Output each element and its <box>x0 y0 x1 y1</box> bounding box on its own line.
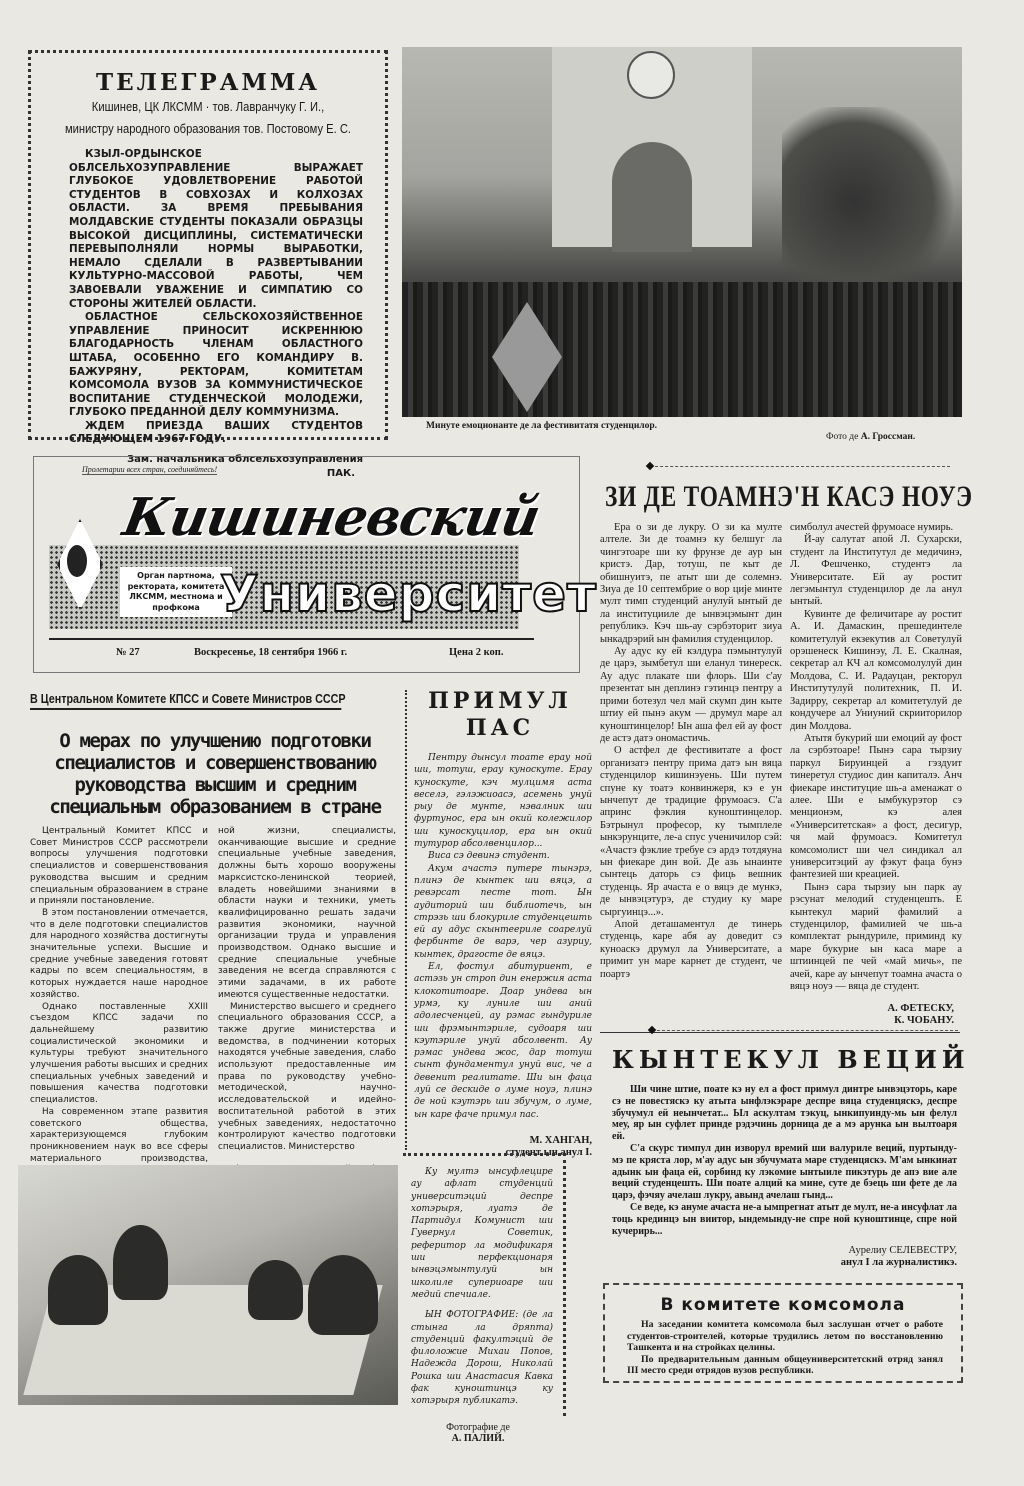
section-divider <box>650 466 950 467</box>
issue-number: № 27 <box>116 647 140 658</box>
author-role: студент ын анул I. <box>505 1146 592 1158</box>
photo-credit-prefix: Фото де <box>826 432 859 442</box>
songs-article-author <box>612 1245 957 1269</box>
issue-price: Цена 2 коп. <box>449 647 504 658</box>
article-paragraph: Й-ау салутат апой Л. Сухарски, студент ла Институтул де медичинэ, Л. Фешченко, студентэ ла Университате. Ей ау ростит легэмынтул студенцилор де ла анул ынтый. <box>790 534 962 608</box>
article-paragraph: О астфел де фестивитате а фост организатэ пентру прима датэ ын вяца студенцилор кишинэуень. Ши путем спуне ку тоатэ конвинжеря, кэ е ун ынчепут де традицие фрумоасэ. С'а апринс фэклия куноштинцелор. Бэтрынул професор, ку тымплеле ынкэрунците, ле-а спус ученичилор сэй: «Ачастэ фэклие требуе сэ ардэ тотдяуна ын фиекаре дин вой. Де азь ынаинте сынтець даторь сэ фиць вешник студенць. Яр ачаста е о вяцэ де мункэ, де ынвэцэтурэ, де студиу ку маре сыргуинцэ...». <box>600 745 782 918</box>
festival-photo-caption: Минуте емоционанте де ла фестивитатя студенцилор. <box>426 421 658 431</box>
telegram-title: ТЕЛЕГРАММА <box>95 69 321 96</box>
photo-student <box>113 1225 168 1300</box>
festival-article-authors <box>790 1003 954 1027</box>
komsomol-paragraph: По предварительным данным общеуниверситетский отряд занял III место среди отрядов вузов республики. <box>627 1353 943 1377</box>
article-paragraph: Центральный Комитет КПСС и Совет Министров СССР рассмотрели вопросы улучшения подготовки специалистов и совершенствования руководства высшим и средним специальным образованием в стране и приняли постановление. <box>30 826 208 907</box>
students-reading-photo <box>18 1165 398 1405</box>
author-name: М. ХАНГАН, <box>529 1134 592 1146</box>
issue-date: Воскресенье, 18 сентября 1966 г. <box>194 647 348 658</box>
article-paragraph: Атытя букурий ши емоций ау фост ла сэрбэтоаре! Пынэ сара тырзиу паркул Бируинцей а гэздуит тинеретул студиос дин капиталэ. Анч фиекаре институцие шь-а аменажат о алее. Ши е ымбукурэтор сэ менционэм, кэ алея «Университетская» а фост, десигур, чя май фрумоасэ. Комитетул комсомолист ши чел синдикал ал университэций ау фэкут фаца бунэ фантезией ши креацией. <box>790 732 962 881</box>
author-name: К. ЧОБАНУ. <box>894 1015 954 1027</box>
telegram-signature-name: ПАК. <box>326 468 355 480</box>
newspaper-masthead <box>33 456 598 673</box>
photo-student <box>248 1260 303 1320</box>
festival-article-col1 <box>600 522 782 981</box>
festival-photo-credit <box>826 432 915 442</box>
masthead-slogan: Пролетарии всех стран, соединяйтесь! <box>82 465 218 474</box>
telegram-paragraph: ЖДЕМ ПРИЕЗДА ВАШИХ СТУДЕНТОВ СЛЕДУЮЩЕМ 1967 ГОДУ. <box>69 419 363 446</box>
article-paragraph: ной жизни, специалисты, оканчивающие высшие и средние специальные учебные заведения, должны быть хорошо вооружены марксистско-ленинской теорией, владеть новейшими знаниями в области науки и техники, уметь квалифицированно решать задачи развития экономики, научной организации труда и управления производством. Однако высшие и средние специальные учебные заведения не всегда справляются с этими задачами, в их работе имеются существенные недостатки. <box>218 826 396 1000</box>
badge-emblem-icon <box>67 545 87 577</box>
festival-article-title: ЗИ ДЕ ТОАМНЭ'Н КАСЭ НОУЭ <box>605 480 973 513</box>
primul-pas-title <box>410 688 590 742</box>
article-paragraph: Ши чине штие, поате кэ ну ел а фост примул динтре ынвэцэторь, каре сэ не повестяскэ ку атыта ынфлэкэраре деспре вяца студенцяскэ, деспре збучумул ей неынчетат... Ыл аскултам тэкуц, ынкипуинду-мь ын фелул меу, яр ын суфлет принде рэдэчинь дорница де а мэ арунка ын вылтоаря ей. <box>612 1084 957 1143</box>
primul-pas-body <box>414 752 592 1159</box>
article-paragraph: На современном этапе развития советского общества, характеризующемся глубоким проникновением наук во все сферы материального производства, <box>30 1106 208 1164</box>
photo-student <box>48 1255 108 1325</box>
credit-name: А. ПАЛИЙ. <box>451 1432 505 1444</box>
photo-caption-box <box>403 1153 566 1444</box>
section-divider <box>652 1030 958 1031</box>
photo-student <box>308 1255 378 1335</box>
primul-pas-title-line1: ПРИМУЛ <box>428 688 572 714</box>
article-paragraph: Апой деташаментул де тинерь студенць, каре абя ау доведит сэ куноаскэ друмул ла Университате, а примит ун маре карнет де студент, че поартэ <box>600 919 782 980</box>
photo-arch-opening <box>612 142 692 252</box>
photo-crowd <box>402 282 962 417</box>
telegram-address-line2: министру народного образования тов. Постовому Е. С. <box>64 121 352 136</box>
komsomol-body <box>627 1319 943 1377</box>
article-paragraph: симболул ачестей фрумоасе нумирь. <box>790 522 954 533</box>
cc-article-title: О мерах по улучшению подготовки специалистов и совершенствованию руководства высшим и средним специальным образованием в стране <box>49 730 381 818</box>
article-paragraph: Ау адус ку ей кэлдура пэмынтулуй де царэ, зымбетул ши еланул тинереск. Ау адус плакате ши флорь. Ши с'ау презентат ын деплинэ гэтинцэ пентру а прими ботезул чел май скумп дин кыте штиу ей пынэ акум — друмул маре ал куноштинцелор! Ын аша фел ей ау фост де астэ датэ ономастичь. <box>600 646 782 744</box>
festival-article-col2 <box>790 522 962 1027</box>
komsomol-paragraph: На заседании комитета комсомола был заслушан отчет о работе студентов-строителей, которые трудились летом по восстановлению Ташкента и на стройках целины. <box>627 1319 943 1354</box>
caption-paragraph: ЫН ФОТОГРАФИЕ: (де ла стынга ла дряпта) студенций факултэций де филоложие Михаи Попов, Надежда Дорош, Николай Рошка ши Анастасия Кавка фак куноштинцэ ку хотэрыря публикатэ. <box>411 1310 553 1407</box>
author-role: анул I ла журналистикэ. <box>840 1257 957 1269</box>
article-paragraph: Ел, фостул абитуриент, е астэзь ун строп дин енержия аста клокотитоаре. Доар ундева ын урмэ, ку луниле ши аний адолесченцей, ау рэмас гындуриле ши фрэмынтэриле, судоаря ши кэутэриле унуй абсолвент. Ау рэмас ундева жос, дар тотуш сынт фундаментул унуй вис, че а девенит реалитате. Ши ын фаца луй се дескиде о луме ноуэ, плинэ де ной кэутэрь ши збучум, о луме, ын каре фаче примул пас. <box>414 962 592 1120</box>
songs-article-title: КЫНТЕКУЛ ВЕЦИЙ <box>612 1045 970 1074</box>
telegram-body <box>69 148 363 447</box>
article-paragraph: Виса сэ девинэ студент. <box>428 851 550 862</box>
komsomol-box <box>603 1283 963 1383</box>
article-paragraph: В этом постановлении отмечается, что в деле подготовки специалистов для народного хозяйства достигнуты значительные успехи. Высшие и средние учебные заведения готовят кадры по всем специальностям, в которых нуждается наше народное хозяйство. <box>30 907 208 1000</box>
credit-prefix: Фотографие де <box>446 1421 510 1433</box>
caption-paragraph: Ку мултэ ынсуфлецире ау афлат студенций университэций деспре хотэрыря, луатэ де Партидул Комунист ши Гувернул Советик, реферитор ла модификаря ши перфекционаря ынвэцэмынтулуй ын школиле супериоаре ши медий спечиале. <box>411 1167 553 1300</box>
article-paragraph: Ера о зи де лукру. О зи ка мулте алтеле. Зи де тоамнэ ку белшуг ла чингэтоаре ши ку фрунзе де аур ын кристэ. Дар, тотуш, пе кыт де обишнуитэ, пе атыт ши де солемнэ. Зиуа де 10 септембрие о вор ције минте мулт тимп студенций анулуй ынтый де ла институцииле де ынвэцэмынт дин републикэ. Кэч шь-ау сэрбэторит зиуа ынкадрэрий ын фамилия студенцилор. <box>600 522 782 645</box>
article-paragraph: Акум ачастэ путере тынэрэ, плинэ де кынтек ши вяцэ, а ревэрсат песте тот. Ын аудиторий ши библиотечь, ын стрэзь ши блокуриле студенцешть ей ау адус скынтеериле соарелуй фербинте де варэ, чер азуриу, кынтек, драгосте де вяцэ. <box>414 863 592 960</box>
primul-pas-title-line2: ПАС <box>465 715 535 741</box>
photo-clock <box>627 51 675 99</box>
author-name: Аурелиу СЕЛЕВЕСТРУ, <box>848 1245 957 1257</box>
article-paragraph: С'а скурс тимпул дин изворул времий ши валуриле веций, пуртынду-мэ пе кряста лор, м'ау адус ын збучумата маре студенцяскэ. М'ам ынкинат адынк ын фаца ей, сорбинд ку лэкомие ынтыиле пикэтурь де апэ вие але веций студенцешть. Ши поате алций ка мине, суте де бэець ши фете де ла царэ, фэчяу ачелаш лукру, авынд ачелаш гынд... <box>612 1142 957 1202</box>
photo-caption-text <box>411 1166 553 1408</box>
article-paragraph: Пынэ сара тырзиу ын парк ау рэсунат мелодий студенцешть. Е кынтекул марий фамилий а студенцилор, фамилией че шь-а комплектат рындуриле, приминд ку маре букурие ын каса маре а штиинцей пе чей «май мичь», пе ачей, каре ау ынчепут тоамна ачаста о вяцэ ноуэ — вяца де студент. <box>790 881 962 993</box>
telegram-address-line1: Кишинев, ЦК ЛКСММ · тов. Лавранчуку Г. И., <box>91 99 325 114</box>
photo-trees <box>782 107 962 297</box>
author-name: А. ФЕТЕСКУ, <box>887 1003 954 1015</box>
article-paragraph: Се веде, кэ ануме ачаста не-а ымпрегнат атыт де мулт, не-а инсуфлат ла тоць крединцэ ын виитор, ындемынду-не спре ной куноштинце, спре ной кучерирь... <box>612 1201 957 1237</box>
komsomol-title: В комитете комсомола <box>660 1295 906 1315</box>
cc-article-kicker: В Центральном Комитете КПСС и Совете Министров СССР <box>30 692 341 710</box>
telegram-paragraph: КЗЫЛ-ОРДЫНСКОЕ ОБЛСЕЛЬХОЗУПРАВЛЕНИЕ ВЫРАЖАЕТ ГЛУБОКОЕ УДОВЛЕТВОРЕНИЕ РАБОТОЙ СТУДЕНТОВ В СОВХОЗАХ И КОЛХОЗАХ ОБЛАСТИ. ЗА ВРЕМЯ ПРЕБЫВАНИЯ МОЛДАВСКИЕ СТУДЕНТЫ ПОКАЗАЛИ ОБРАЗЦЫ ВЫСОКОЙ ДИСЦИПЛИНЫ, СИСТЕМАТИЧЕСКИ ПЕРЕВЫПОЛНЯЛИ НОРМЫ ВЫРАБОТКИ, НЕМАЛО СДЕЛАЛИ В РАЗВЕРТЫВАНИИ КУЛЬТУРНО-МАССОВОЙ РАБОТЫ, ЧЕМ ЗАВОЕВАЛИ УВАЖЕНИЕ И СИМПАТИЮ СО СТОРОНЫ ЖИТЕЛЕЙ ОБЛАСТИ. <box>69 148 363 310</box>
songs-article-body <box>612 1084 957 1269</box>
article-paragraph: Министерство высшего и среднего специального образования СССР, а также другие министерства и ведомства, в подчинении которых находятся учебные заведения, слабо используют предоставленные им права по руководству учебно-методической, научно-исследовательской и идейно-воспитательной работой в этих учебных заведениях, недостаточно контролируют качество подготовки специалистов. Министерство <box>218 1001 396 1152</box>
festival-photo <box>402 47 962 417</box>
masthead-name-line1: Кишиневский <box>118 487 544 548</box>
photo-caption-credit <box>403 1422 553 1444</box>
article-paragraph: Пентру дынсул тоате ерау ной ши, тотуш, ерау куноскуте. Ерау куноскуте, кэч мулцимя аста веселэ, гэлэжиоасэ, асемень унуй рыу де мунте, нэвалник ши фуртунос, ера ын окий колежилор ши куноскуцилор, ера ын окий тутурор абсолвенцилор... <box>414 753 592 850</box>
article-paragraph: Однако поставленные XXIII съездом КПСС задачи по дальнейшему развитию социалистической экономики и культуры требуют значительного улучшения работы высших и средних специальных учебных заведений и повышения качества подготовки специалистов. <box>30 1001 208 1106</box>
masthead-rule <box>49 638 534 640</box>
cc-article-col1 <box>30 826 208 1189</box>
photo-credit-name: А. Гроссман. <box>860 432 916 442</box>
telegram-paragraph: ОБЛАСТНОЕ СЕЛЬСКОХОЗЯЙСТВЕННОЕ УПРАВЛЕНИЕ ПРИНОСИТ ИСКРЕННЮЮ БЛАГОДАРНОСТЬ ЧЛЕНАМ ОБЛАСТНОГО ШТАБА, ОСОБЕННО ЕГО КОМАНДИРУ В. БАЖУРЯНУ, РЕКТОРАМ, КОМИТЕТАМ КОМСОМОЛА ВУЗОВ ЗА КОММУНИСТИЧЕСКОЕ ВОСПИТАНИЕ СТУДЕНЧЕСКОЙ МОЛОДЕЖИ, ГЛУБОКО ПРЕДАННОЙ ДЕЛУ КОММУНИЗМА. <box>69 311 363 419</box>
masthead-name-line2: Университет <box>220 565 598 623</box>
article-paragraph: Кувинте де феличитаре ау ростит А. И. Дамаскин, прешединтеле комитетулуй екзекутив ал Советулуй орэшенеск Кишинэу, Л. Е. Скалная, секретар ал КЧ ал комсомолулуй дин Молдова, С. И. Радауцан, ректорул Институтулуй политехник, П. И. Задирру, секретар ал комитетулуй де кондучере ал Униуний скрииторилор дин Молдова. <box>790 608 962 732</box>
masthead-organ: Орган партнома, ректората, комитета ЛКСММ, местнома и профкома <box>120 567 232 617</box>
cc-article-col2 <box>218 826 396 1175</box>
telegram-signature-role: Зам. начальника облсельхозуправления <box>127 454 363 466</box>
